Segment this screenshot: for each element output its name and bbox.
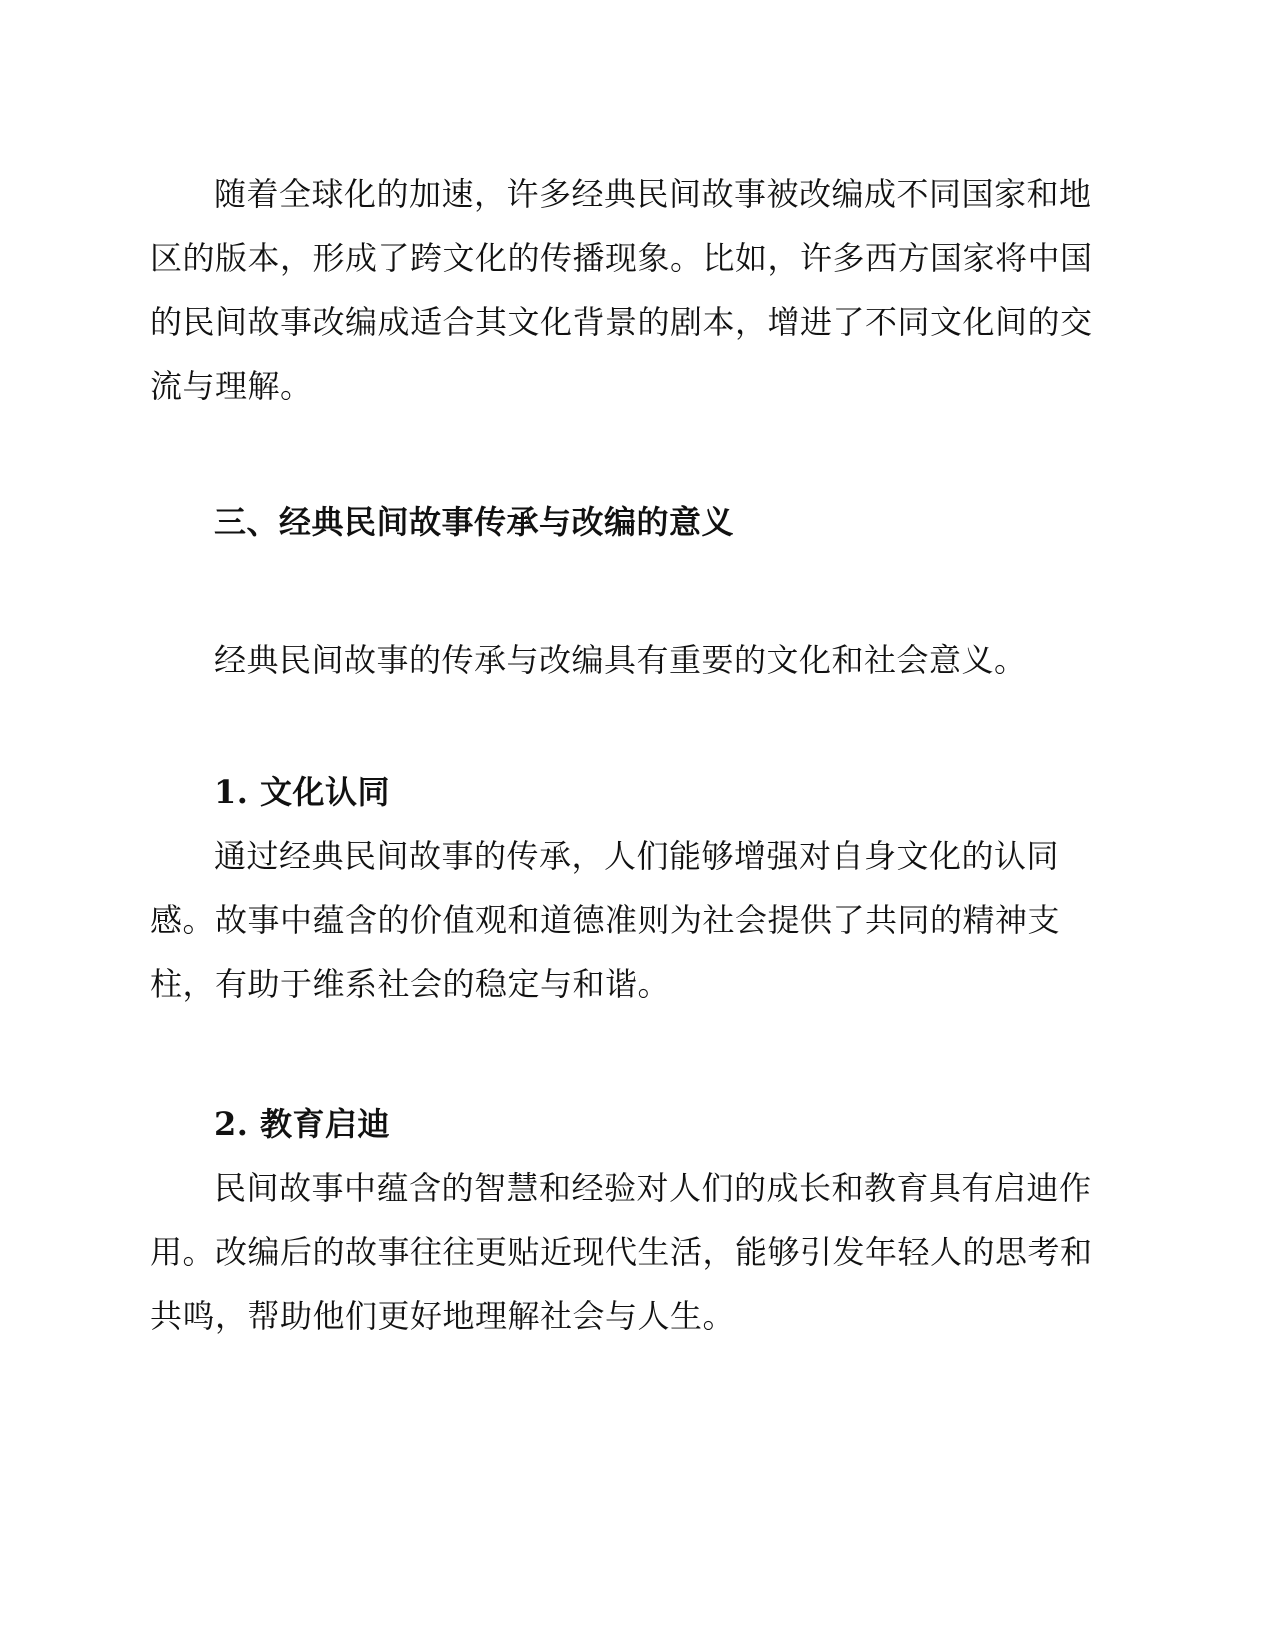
subsection-1-heading: 1. 文化认同 xyxy=(214,773,391,811)
subsection-2-heading: 2. 教育启迪 xyxy=(214,1105,391,1143)
subsection-2-text: 民间故事中蕴含的智慧和经验对人们的成长和教育具有启迪作用。改编后的故事往往更贴近现代生活，能够引发年轻人的思考和共鸣，帮助他们更好地理解社会与人生。 xyxy=(150,1169,1093,1335)
section-three-heading: 三、经典民间故事传承与改编的意义 xyxy=(214,503,735,541)
section-three-intro: 经典民间故事的传承与改编具有重要的文化和社会意义。 xyxy=(214,641,1027,679)
paragraph-globalization: 随着全球化的加速，许多经典民间故事被改编成不同国家和地区的版本，形成了跨文化的传播现象。比如，许多西方国家将中国的民间故事改编成适合其文化背景的剧本，增进了不同文化间的交流与理解。 xyxy=(150,175,1093,405)
subsection-1-text: 通过经典民间故事的传承，人们能够增强对自身文化的认同感。故事中蕴含的价值观和道德准则为社会提供了共同的精神支柱，有助于维系社会的稳定与和谐。 xyxy=(150,837,1061,1003)
